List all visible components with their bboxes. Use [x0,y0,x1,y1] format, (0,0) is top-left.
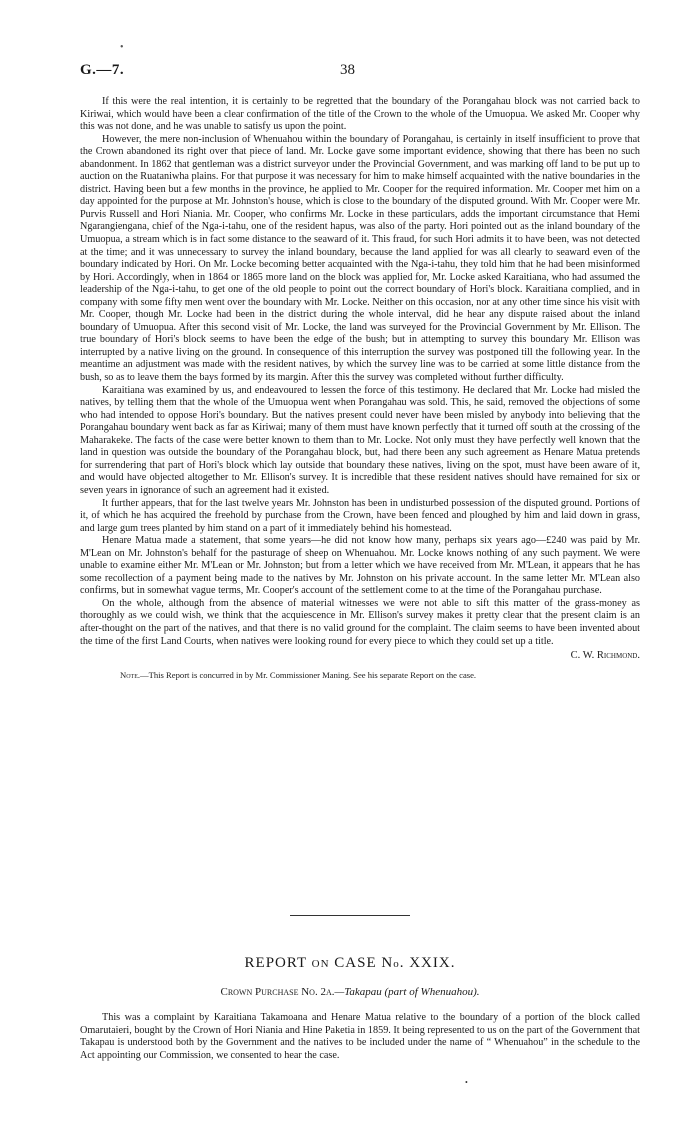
report-body [80,96,640,681]
margin-dot: • [120,42,124,53]
paragraph: Karaitiana was examined by us, and endeavoured to lessen the force of this testimony. He declared that Mr. Locke had misled the natives, by telling them that the whole of the Umuopua went when Porangahau was sold. This, he said, removed the objections of some who had intended to oppose Hori's boundary. But the natives present could never have been misled by anybody into believing that the Porangahau boundary went back as far as Kiriwai; many of them must have known perfectly that it turned off south at the crossing of the Maharakeke. The facts of the case were better known to them than to Mr. Locke. Not only must they have perfectly well known that the land in question was outside the boundary of the Porangahau block, but, had there been any such agreement as Henare Matua pretends for surrendering that part of Hori's block which lay outside that boundary these natives, living on the spot, must have been aware of it, and would have objected altogether to Mr. Ellison's survey. It is incredible that these resident natives should have remained for six or seven years in ignorance of such an agreement had it existed. [80,384,640,496]
title-part: REPORT [244,955,312,971]
footnote [80,669,640,682]
paragraph: If this were the real intention, it is certainly to be regretted that the boundary of the Porangahau block was not carried back to Kiriwai, which would have been a clear confirmation of the title of the Crown to the whole of the Umuopua. We asked Mr. Cooper why this was not done, and he was unable to satisfy us upon the point. [80,96,640,133]
section-divider [290,915,410,916]
note-text: —This Report is concurred in by Mr. Commissioner Maning. See his separate Report on the case. [140,669,477,680]
title-part: . XXIX. [399,955,456,971]
title-part: ON [311,958,330,970]
report-subtitle [0,986,700,998]
footer-dot: • [465,1078,468,1087]
page-header [80,62,640,82]
title-part: CASE N [329,955,394,971]
paragraph: It further appears, that for the last twelve years Mr. Johnston has been in undisturbed possession of the disputed ground. Portions of it, of which he has acquired the freehold by purchase from the Crown, have been fenced and ploughed by him and laid down in grass, and large gum trees planted by him stand on a part of it immediately behind his homestead. [80,497,640,534]
title-part: o [393,958,400,970]
paragraph: Henare Matua made a statement, that some years—he did not know how many, perhaps six years ago—£240 was paid by Mr. M'Lean on Mr. Johnston's behalf for the pasturage of sheep on Whenuahou. Mr. Locke knows nothing of any such payment. We were unable to examine either Mr. M'Lean or Mr. Johnston; but from a letter which we have received from Mr. M'Lean, it appears that he has some recollection of a payment being made to the natives by Mr. Johnston on his private account. In the same letter Mr. M'Lean also confirms, but in somewhat vague terms, Mr. Cooper's account of the settlement come to at the time of the Porangahau purchase. [80,535,640,597]
page-number: 38 [340,62,355,78]
document-reference: G.—7. [80,62,125,78]
report-intro [80,1012,640,1063]
paragraph: This was a complaint by Karaitiana Takamoana and Henare Matua relative to the boundary of a portion of the block called Omarutaieri, bought by the Crown of Hori Niania and Hine Paketia in 1859. It being represented to us on the part of the Government that Takapau is understood both by the Government and the natives to be included under the name of “ Whenuahou” in the schedule to the Act appointing our Commission, we consented to hear the case. [80,1012,640,1062]
paragraph: On the whole, although from the absence of material witnesses we were not able to sift this matter of the grass-money as thoroughly as we could wish, we think that the acquiescence in Mr. Ellison's survey makes it pretty clear that the present claim is an after-thought on the part of the natives, and that there is no valid ground for the complaint. The claim seems to have been invented about the time of the first Land Courts, when natives were looking round for every piece to which they could set up a title. [80,597,640,647]
signature: C. W. Richmond. [570,650,640,662]
report-title [0,955,700,972]
note-label: Note. [120,669,141,680]
subtitle-crown: Crown Purchase No. 2a. [220,986,335,998]
subtitle-rest: —Takapau (part of Whenuahou). [334,986,480,998]
paragraph: However, the mere non-inclusion of Whenuahou within the boundary of Porangahau, is certainly in itself insufficient to prove that the Crown abandoned its right over that piece of land. Mr. Locke gave some important evidence, showing that there has been no such abandonment. In 1862 that gentleman was a district surveyor under the Provincial Government, and was marking off land to be put up to auction on the Ruataniwha plains. For that purpose it was necessary for him to make himself acquainted with the native boundaries in the district. Having been but a few months in the province, he applied to Mr. Cooper for the required information. Mr. Cooper met him on a day appointed for the purpose at Mr. Johnston's house, which is close to the boundary of the disputed ground. With Mr. Cooper were Mr. Purvis Russell and Hori Niania. Mr. Cooper, who confirms Mr. Locke in these particulars, adds the important circumstance that Hemi Ngarangiengana, chief of the Nga-i-tahu, one of the resident hapus, was also of the party. Hori pointed out as the inland boundary of the Umuopua, a stream which is in fact some distance to the seaward of it. This fraud, for such Hori admits it to have been, was not detected at the time; and it was unnecessary to survey the inland boundary, because the land applied for was all clearly to seaward even of the boundary indicated by Hori. On Mr. Locke becoming better acquainted with the Nga-i-tahu, they told him that he had been misinformed by Hori. Accordingly, when in 1864 or 1865 more land on the block was applied for, Mr. Locke asked Karaitiana, who had assumed the leadership of the Nga-i-tahu, to get one of the old people to point out the correct boundary of Hori's block. Karaitiana complied, and in company with some fifty men went over the boundary with Mr. Locke. Neither on this occasion, nor at any other time since his visit with Mr. Cooper, though Mr. Locke had been in the district during the whole interval, did he hear any dispute raised about the inland boundary of Umuopua. After this second visit of Mr. Locke, the land was surveyed for the Provincial Government by Mr. Ellison. The true boundary of Hori's block seems to have been the edge of the bush; but in attempting to survey this boundary Mr. Ellison was interrupted by a native living on the ground. In consequence of this interruption the survey was postponed till the following year. In the meantime an adjustment was made with the resident natives, by which the survey line was to be carried at some little distance from the bush, so as to leave them the bays formed by its margin. After this the survey was completed without further difficulty. [80,133,640,384]
